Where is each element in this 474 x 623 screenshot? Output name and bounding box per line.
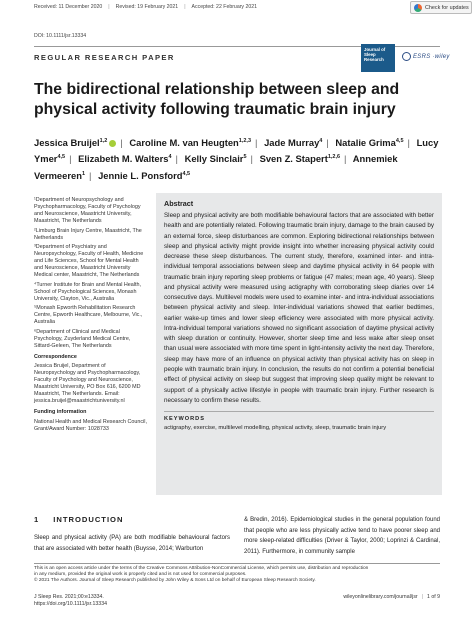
- revised-date: Revised: 19 February 2021: [115, 4, 179, 10]
- affiliation: ²Limburg Brain Injury Centre, Maastricht, The Netherlands: [34, 227, 142, 241]
- funding-text: National Health and Medical Research Council, Grant/Award Number: 1028733: [34, 418, 147, 432]
- article-title: The bidirectional relationship between sleep and physical activity following traumatic brain injury: [34, 81, 400, 118]
- article-type-label: REGULAR RESEARCH PAPER: [34, 53, 175, 62]
- journal-citation: J Sleep Res. 2021;00:e13334.: [34, 594, 104, 600]
- author[interactable]: Annemiek Vermeeren$^1$: [34, 153, 398, 181]
- keywords-list: actigraphy, exercise, multilevel modelling, physical activity, sleep, traumatic brain injury: [164, 425, 387, 432]
- page-footer: [343, 594, 440, 600]
- affiliation: ³Department of Psychiatry and Neuropsychology, Faculty of Health, Medicine and Life Sciences, School for Mental Health and Neuroscience, Maastricht University Medical center, Maastricht, The Netherlands: [34, 244, 144, 278]
- license-line: This is an open access article under the terms of the Creative Commons Attribution-NonCommercial License, which permits use, distribution and reproduction: [34, 566, 369, 571]
- citation-footer: [34, 594, 107, 607]
- accepted-date: Accepted: 22 February 2021: [191, 4, 258, 10]
- esrs-emblem-icon: [402, 52, 411, 61]
- abstract-heading: Abstract: [164, 199, 194, 208]
- author[interactable]: Natalie Grima$^{4,5}$: [335, 137, 404, 149]
- crossmark-icon: [414, 4, 422, 12]
- correspondence-text: Jessica Bruijel, Department of Neuropsychology and Psychopharmacology, Faculty of Psychology and Neuroscience, Maastricht University, PO Box 616, 6200 MD Maastricht, The Netherlands. Email: jessica.bruijel@maastrichtuniversity.nl: [34, 363, 141, 404]
- affiliation: ⁶Department of Clinical and Medical Psychology, Zuyderland Medical Centre, Sittard-Geleen, The Netherlands: [34, 328, 131, 349]
- affiliations-column: [34, 197, 148, 435]
- author[interactable]: Sven Z. Stapert$^{1,2,6}$: [259, 153, 341, 165]
- author[interactable]: Jessica Bruijel$^{1,2}$: [34, 137, 116, 148]
- publication-dates: [34, 4, 257, 10]
- esrs-logo: ESRS ·wiley: [402, 52, 450, 61]
- license-line: in any medium, provided the original work is properly cited and is not used for commercial purposes.: [34, 572, 247, 578]
- body-text-right: & Bredin, 2016). Epidemiological studies in the general population found that people who are less physically active tend to have poorer sleep and more sleep-related difficulties (Driver & Taylor, 2000; Loprinzi & Cardinal, 2011). Furthermore, in community sample: [244, 517, 440, 555]
- keywords-heading: KEYWORDS: [164, 416, 205, 423]
- affiliation: ⁵Monash Epworth Rehabilitation Research Centre, Epworth Healthcare, Melbourne, Vic., Australia: [34, 305, 143, 325]
- journal-site-link[interactable]: wileyonlinelibrary.com/journal/jsr: [343, 594, 418, 600]
- section-number: 1: [34, 515, 40, 524]
- affiliation: ⁴Turner Institute for Brain and Mental Health, School of Psychological Sciences, Monash University, Clayton, Vic., Australia: [34, 281, 141, 302]
- check-for-updates-label: Check for updates: [425, 4, 469, 11]
- correspondence-heading: Correspondence: [34, 353, 77, 360]
- doi: DOI: 10.1111/jsr.13334: [34, 33, 87, 39]
- author[interactable]: Jennie L. Ponsford$^{4,5}$: [98, 169, 191, 181]
- author[interactable]: Lucy Ymer$^{4,5}$: [34, 137, 439, 165]
- affiliation: ¹Department of Neuropsychology and Psychopharmacology, Faculty of Psychology and Neuroscience, Maastricht University, Maastricht, The Netherlands: [34, 197, 141, 224]
- author[interactable]: Elizabeth M. Walters$^4$: [78, 153, 172, 165]
- keywords-divider: [164, 411, 434, 412]
- section-title: INTRODUCTION: [53, 515, 124, 524]
- author[interactable]: Caroline M. van Heugten$^{1,2,3}$: [129, 137, 252, 149]
- author-list: Jessica Bruijel$^{1,2}$ | Caroline M. van Heugten$^{1,2,3}$ | Jade Murray$^4$ | Natalie Grima$^{4,5}$ | Lucy Ymer$^{4,5}$ | Elizabeth M. Walters$^4$ | Kelly Sinclair$^5$ | Sven Z. Stapert$^{1,2,6}$ | Annemiek Vermeeren$^1$ | Jennie L. Ponsford$^{4,5}$: [34, 137, 439, 181]
- copyright-line: © 2021 The Authors. Journal of Sleep Research published by John Wiley & Sons Ltd on behalf of European Sleep Research Society.: [34, 578, 316, 584]
- body-text-left: Sleep and physical activity (PA) are both modifiable behavioural factors that are associated with better health (Buysse, 2014; Warburton: [34, 535, 230, 552]
- introduction-heading: [34, 515, 123, 524]
- author[interactable]: Jade Murray$^4$: [264, 137, 323, 149]
- page-number: 1 of 9: [427, 594, 440, 600]
- license-note: [34, 566, 442, 585]
- separator: |: [108, 4, 110, 10]
- abstract-body: Sleep and physical activity are both modifiable behavioural factors that are associated with better health and are potentially related. Following traumatic brain injury, damage to the brain caused by an external force, sleep disturbances are common. Exploring bidirectional relationships between sleep and physical activity might provide insight into whether increasing physical activity could decrease these sleep disturbances. The current study, therefore, examined inter- and intra-individual temporal associations between sleep and daytime physical activity in 64 people with traumatic brain injury reporting sleep problems or fatigue (47 males; mean age, 40 years). Sleep and physical activity were measured using actigraphy with corroborating sleep diaries over 14 consecutive days. Multilevel models were used to examine inter- and intra-individual associations between physical activity and sleep. Inter-individual variations showed that earlier bedtimes, earlier wake-up times and lower sleep efficiency were associated with more physical activity. Intra-individual temporal variations showed no significant association of daytime physical activity with sleep duration or continuity. However, shorter sleep time and less wake after sleep onset than usual were associated with more time spent in light-intensity activity the next day. Therefore, sleep may have more of an influence on physical activity than physical activity has on sleep in people with traumatic brain injury. In conclusion, the results do not confirm a potential beneficial effect of physical activity on sleep but suggest that improving sleep quality might be relevant to support of a physically active lifestyle in people with traumatic brain injury. Further research is necessary to confirm these results.: [164, 212, 434, 404]
- orcid-icon[interactable]: [109, 140, 116, 147]
- journal-logo: Journal of Sleep Research: [361, 44, 395, 72]
- separator: |: [421, 594, 424, 600]
- footer-divider: [34, 563, 440, 564]
- doi-link[interactable]: https://doi.org/10.1111/jsr.13334: [34, 600, 107, 607]
- abstract-box: [156, 193, 442, 495]
- check-for-updates-button[interactable]: [410, 1, 472, 14]
- funding-heading: Funding information: [34, 409, 87, 415]
- received-date: Received: 11 December 2020: [34, 4, 103, 10]
- author[interactable]: Kelly Sinclair$^5$: [184, 153, 247, 165]
- separator: |: [184, 4, 186, 10]
